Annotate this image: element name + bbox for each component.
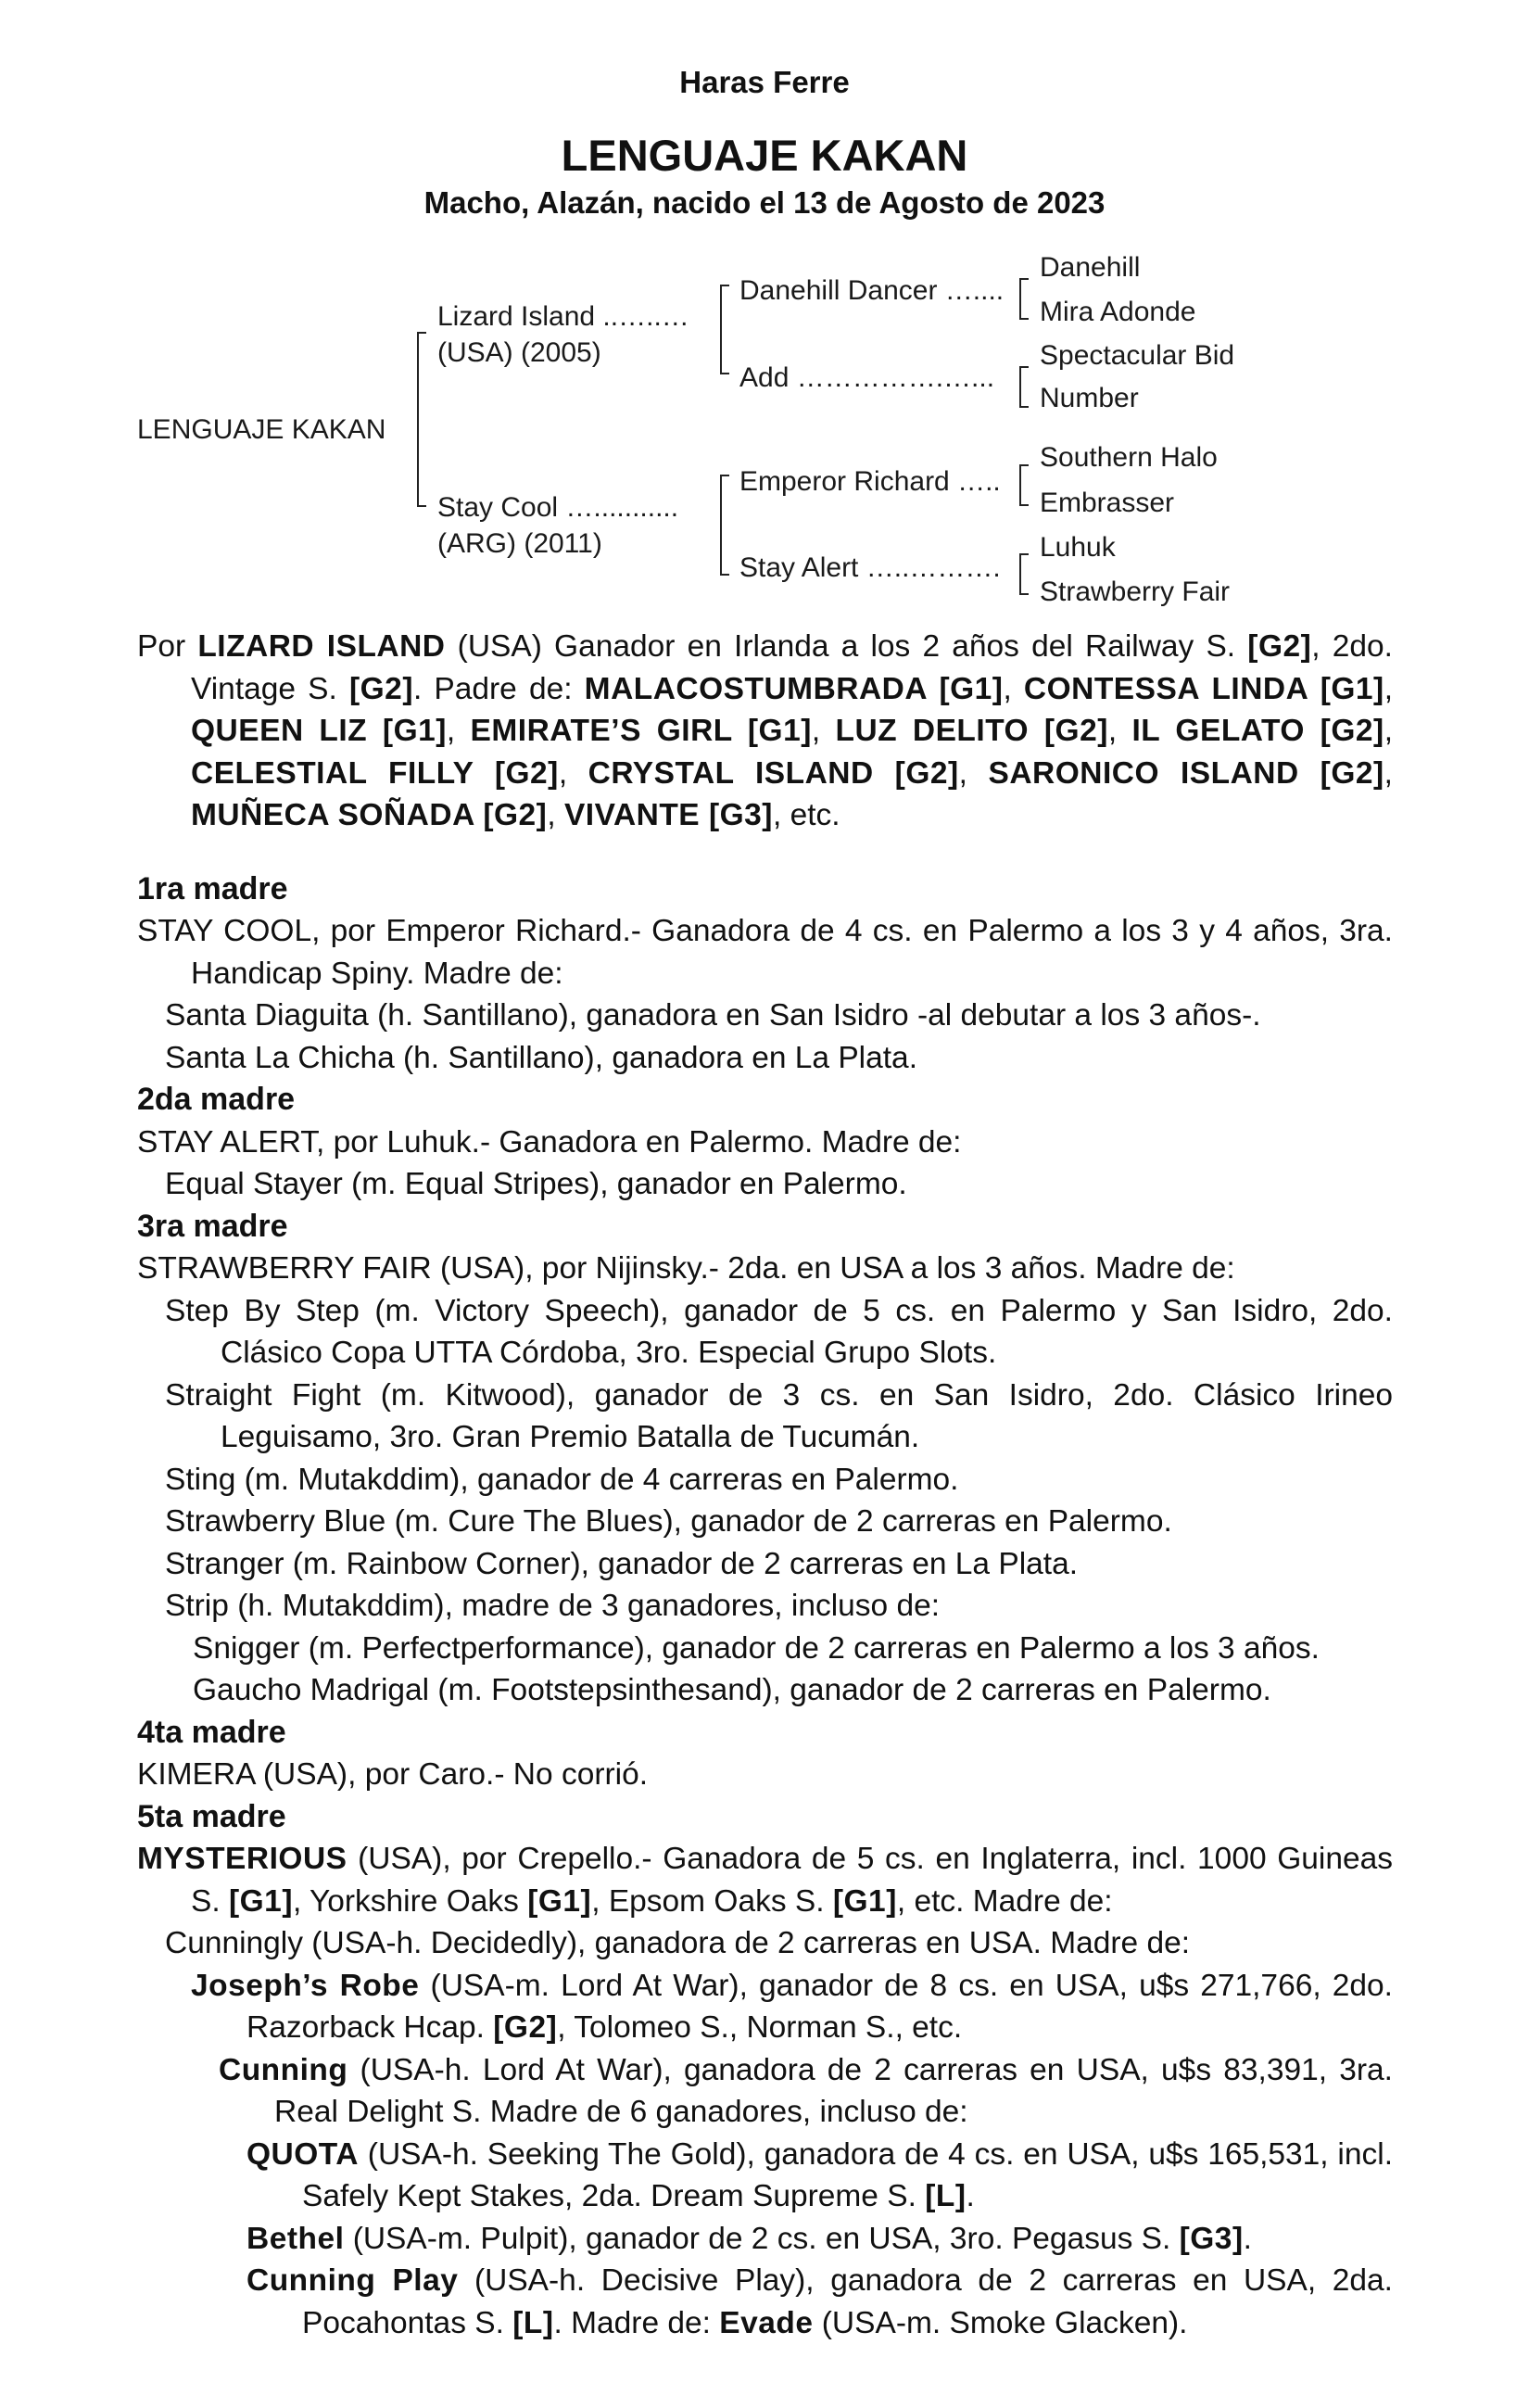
dam-dam: Stay Alert …..………. <box>739 552 1001 583</box>
sire-sire: Danehill Dancer ….... <box>739 275 1005 306</box>
produce-quota: QUOTA (USA-h. Seeking The Gold), ganadora de 4 cs. en USA, u$s 165,531, incl. Safely Kept Stakes, 2da. Dream Supreme S. [L]. <box>246 2136 1393 2213</box>
bracket-ggp-4 <box>1019 553 1029 595</box>
bracket-ggp-3 <box>1019 464 1029 506</box>
horse-name: LENGUAJE KAKAN <box>561 131 968 180</box>
dam1-heading: 1ra madre <box>137 870 288 906</box>
dam5-heading: 5ta madre <box>137 1798 286 1834</box>
produce-josephs-robe: Joseph’s Robe (USA-m. Lord At War), ganador de 8 cs. en USA, u$s 271,766, 2do. Razorback Hcap. [G2], Tolomeo S., Norman S., etc. <box>191 1968 1393 2045</box>
dam5-text: MYSTERIOUS (USA), por Crepello.- Ganadora de 5 cs. en Inglaterra, incl. 1000 Guineas S. [G1], Yorkshire Oaks [G1], Epsom Oaks S. [G1], etc. Madre de: <box>137 1842 1393 1919</box>
produce-cunning-play: Cunning Play (USA-h. Decisive Play), ganadora de 2 carreras en USA, 2da. Pocahontas S. [L]. Madre de: Evade (USA-m. Smoke Glacken). <box>246 2263 1393 2340</box>
produce-bethel: Bethel (USA-m. Pulpit), ganador de 2 cs. en USA, 3ro. Pegasus S. [G3]. <box>246 2221 1252 2256</box>
dam2-heading: 2da madre <box>137 1082 296 1117</box>
bracket-sire-side <box>720 285 729 374</box>
dam1-produce-1: Santa Diaguita (h. Santillano), ganadora en San Isidro -al debutar a los 3 años-. <box>165 998 1261 1033</box>
dam4-heading: 4ta madre <box>137 1714 286 1750</box>
catalog-body <box>137 626 1393 2344</box>
bracket-dam-side <box>720 475 729 576</box>
dam3-grandproduce-2: Gaucho Madrigal (m. Footstepsinthesand), ganador de 2 carreras en Palermo. <box>193 1673 1271 1707</box>
ggp-mira-adonde: Mira Adonde <box>1040 297 1196 327</box>
dam: Stay Cool …........... <box>437 492 679 523</box>
dam3-grandproduce-1: Snigger (m. Perfectperformance), ganador de 2 carreras en Palermo a los 3 años. <box>193 1630 1320 1666</box>
dam5-produce-cunningly: Cunningly (USA-h. Decidedly), ganadora de 2 carreras en USA. Madre de: <box>165 1926 1191 1960</box>
dam-sire: Emperor Richard ….. <box>739 466 1001 497</box>
ggp-southern-halo: Southern Halo <box>1040 442 1218 473</box>
ggp-strawberry-fair: Strawberry Fair <box>1040 577 1231 607</box>
dam2-text: STAY ALERT, por Luhuk.- Ganadora en Palermo. Madre de: <box>137 1124 962 1160</box>
sire: Lizard Island ..…..… <box>437 301 689 332</box>
sire-origin: (USA) (2005) <box>437 337 601 368</box>
dam3-produce-6: Strip (h. Mutakddim), madre de 3 ganadores, incluso de: <box>165 1589 941 1623</box>
dam1-text: STAY COOL, por Emperor Richard.- Ganadora de 4 cs. en Palermo a los 3 y 4 años, 3ra. Handicap Spiny. Madre de: <box>137 914 1393 991</box>
ggp-luhuk: Luhuk <box>1040 532 1116 563</box>
ggp-danehill: Danehill <box>1040 252 1141 283</box>
dam1-produce-2: Santa La Chicha (h. Santillano), ganadora en La Plata. <box>165 1040 917 1075</box>
dam3-produce-3: Sting (m. Mutakddim), ganador de 4 carreras en Palermo. <box>165 1462 959 1497</box>
bracket-ggp-2 <box>1019 366 1029 408</box>
dam3-produce-1: Step By Step (m. Victory Speech), ganador de 5 cs. en Palermo y San Isidro, 2do. Clásico Copa UTTA Córdoba, 3ro. Especial Grupo Slots. <box>165 1293 1393 1370</box>
sire-dam: Add …………….…... <box>739 362 995 393</box>
pedigree-subject: LENGUAJE KAKAN <box>137 414 386 445</box>
ggp-embrasser: Embrasser <box>1040 488 1175 518</box>
produce-cunning: Cunning (USA-h. Lord At War), ganadora de 2 carreras en USA, u$s 83,391, 3ra. Real Delight S. Madre de 6 ganadores, incluso de: <box>219 2052 1393 2129</box>
dam3-produce-4: Strawberry Blue (m. Cure The Blues), ganador de 2 carreras en Palermo. <box>165 1504 1172 1539</box>
dam4-text: KIMERA (USA), por Caro.- No corrió. <box>137 1757 649 1792</box>
sire-paragraph: Por LIZARD ISLAND (USA) Ganador en Irlanda a los 2 años del Railway S. [G2], 2do. Vintage S. [G2]. Padre de: MALACOSTUMBRADA [G1], CONTESSA LINDA [G1], QUEEN LIZ [G1], EMIRATE’S GIRL [G1], LUZ DELITO [G2], IL GELATO [G2], CELESTIAL FILLY [G2], CRYSTAL ISLAND [G2], SARONICO ISLAND [G2], MUÑECA SOÑADA [G2], VIVANTE [G3], etc. <box>137 629 1394 832</box>
dam3-heading: 3ra madre <box>137 1208 288 1244</box>
dam3-text: STRAWBERRY FAIR (USA), por Nijinsky.- 2da. en USA a los 3 años. Madre de: <box>137 1251 1235 1286</box>
ggp-spectacular-bid: Spectacular Bid <box>1040 340 1235 371</box>
dam3-produce-5: Stranger (m. Rainbow Corner), ganador de 2 carreras en La Plata. <box>165 1546 1079 1581</box>
dam3-produce-2: Straight Fight (m. Kitwood), ganador de 3 cs. en San Isidro, 2do. Clásico Irineo Leguisamo, 3ro. Gran Premio Batalla de Tucumán. <box>165 1377 1393 1454</box>
bracket-ggp-1 <box>1019 278 1029 320</box>
horse-description: Macho, Alazán, nacido el 13 de Agosto de 2023 <box>423 185 1106 220</box>
dam-origin: (ARG) (2011) <box>437 528 602 559</box>
ggp-number: Number <box>1040 383 1139 413</box>
dam2-produce-1: Equal Stayer (m. Equal Stripes), ganador en Palermo. <box>165 1167 907 1201</box>
farm-name: Haras Ferre <box>679 65 850 99</box>
bracket-generation-1 <box>417 332 426 507</box>
